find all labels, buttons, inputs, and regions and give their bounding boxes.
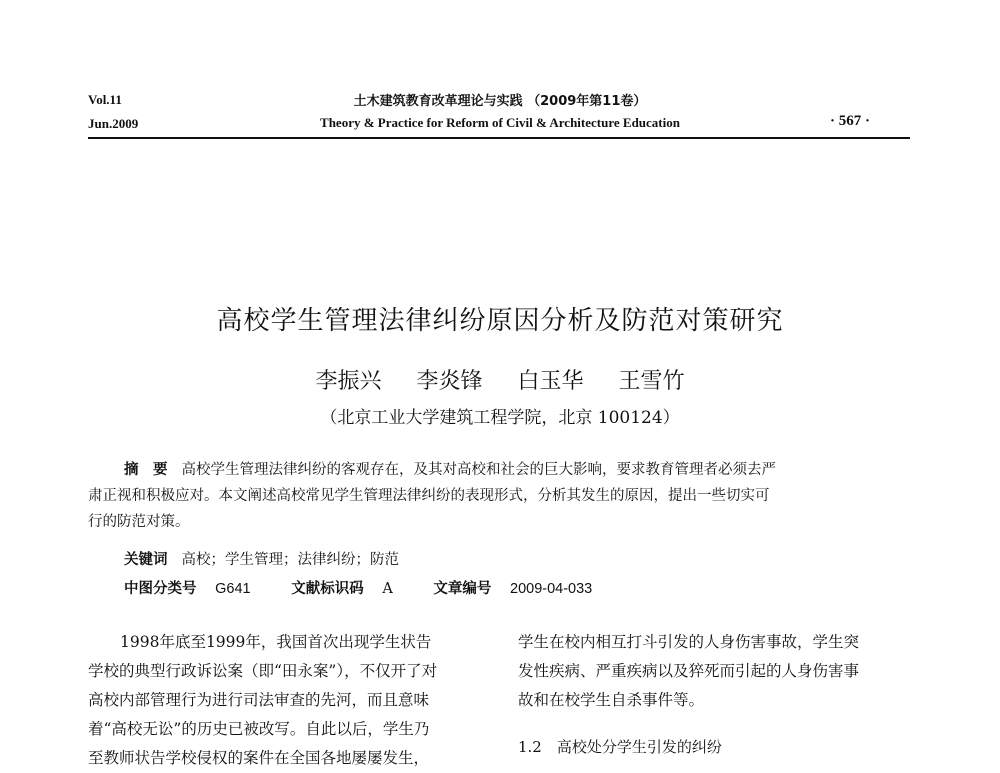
journal-title-en: Theory & Practice for Reform of Civil & Architecture Education [320,115,680,130]
body-line: 至教师状告学校侵权的案件在全国各地屡屡发生， [88,749,430,767]
body-line: 发性疾病、严重疾病以及猝死而引起的人身伤害事 [518,662,860,680]
clc-value: G641 [215,581,251,597]
body-right-column [518,628,910,715]
body-line: 学校的典型行政诉讼案（即“田永案”），不仅开了对 [88,662,438,680]
abstract-line: 肃正视和积极应对。本文阐述高校常见学生管理法律纠纷的表现形式，分析其发生的原因，提出一些切实可 [88,488,770,504]
abstract-label: 摘 要 [124,462,168,478]
doc-code-label: 文献标识码 [291,581,364,597]
author-name: 白玉华 [517,369,584,394]
page-number: · 567 · [830,113,871,129]
abstract-line: 摘 要 高校学生管理法律纠纷的客观存在，及其对高校和社会的巨大影响，要求教育管理者必须去严 [124,462,776,478]
body-line: 学生在校内相互打斗引发的人身伤害事故，学生突 [518,633,860,651]
keywords-label: 关键词 [124,552,168,568]
abstract [88,457,918,535]
section-heading: 1.2 高校处分学生引发的纠纷 [518,738,722,756]
journal-title-cn: 土木建筑教育改革理论与实践 （2009年第11卷） [353,94,647,109]
author-name: 李炎锋 [416,369,483,394]
clc-label: 中图分类号 [124,581,197,597]
body-line: 高校内部管理行为进行司法审查的先河，而且意味 [88,691,430,709]
author-name: 李振兴 [315,369,382,394]
doc-code-value: A [382,581,393,597]
abstract-line: 行的防范对策。 [88,514,190,530]
body-line: 1998年底至1999年，我国首次出现学生状告 [120,633,432,651]
volume-label: Vol.11 [88,92,122,107]
header-rule [88,137,910,139]
keywords [124,548,399,569]
issue-date: Jun.2009 [88,116,139,131]
keywords-value: 高校；学生管理；法律纠纷；防范 [181,552,399,568]
article-number-label: 文章编号 [433,581,492,597]
article-title: 高校学生管理法律纠纷原因分析及防范对策研究 [216,306,784,336]
body-line: 故和在校学生自杀事件等。 [518,691,705,709]
author-affiliation: （北京工业大学建筑工程学院，北京 100124） [320,408,680,428]
author-name: 王雪竹 [618,369,685,394]
author-list [0,364,1000,395]
body-line: 着“高校无讼”的历史已被改写。自此以后，学生乃 [88,720,430,738]
body-left-column [88,628,480,773]
classification-line [124,577,592,598]
article-number-value: 2009-04-033 [510,581,593,597]
